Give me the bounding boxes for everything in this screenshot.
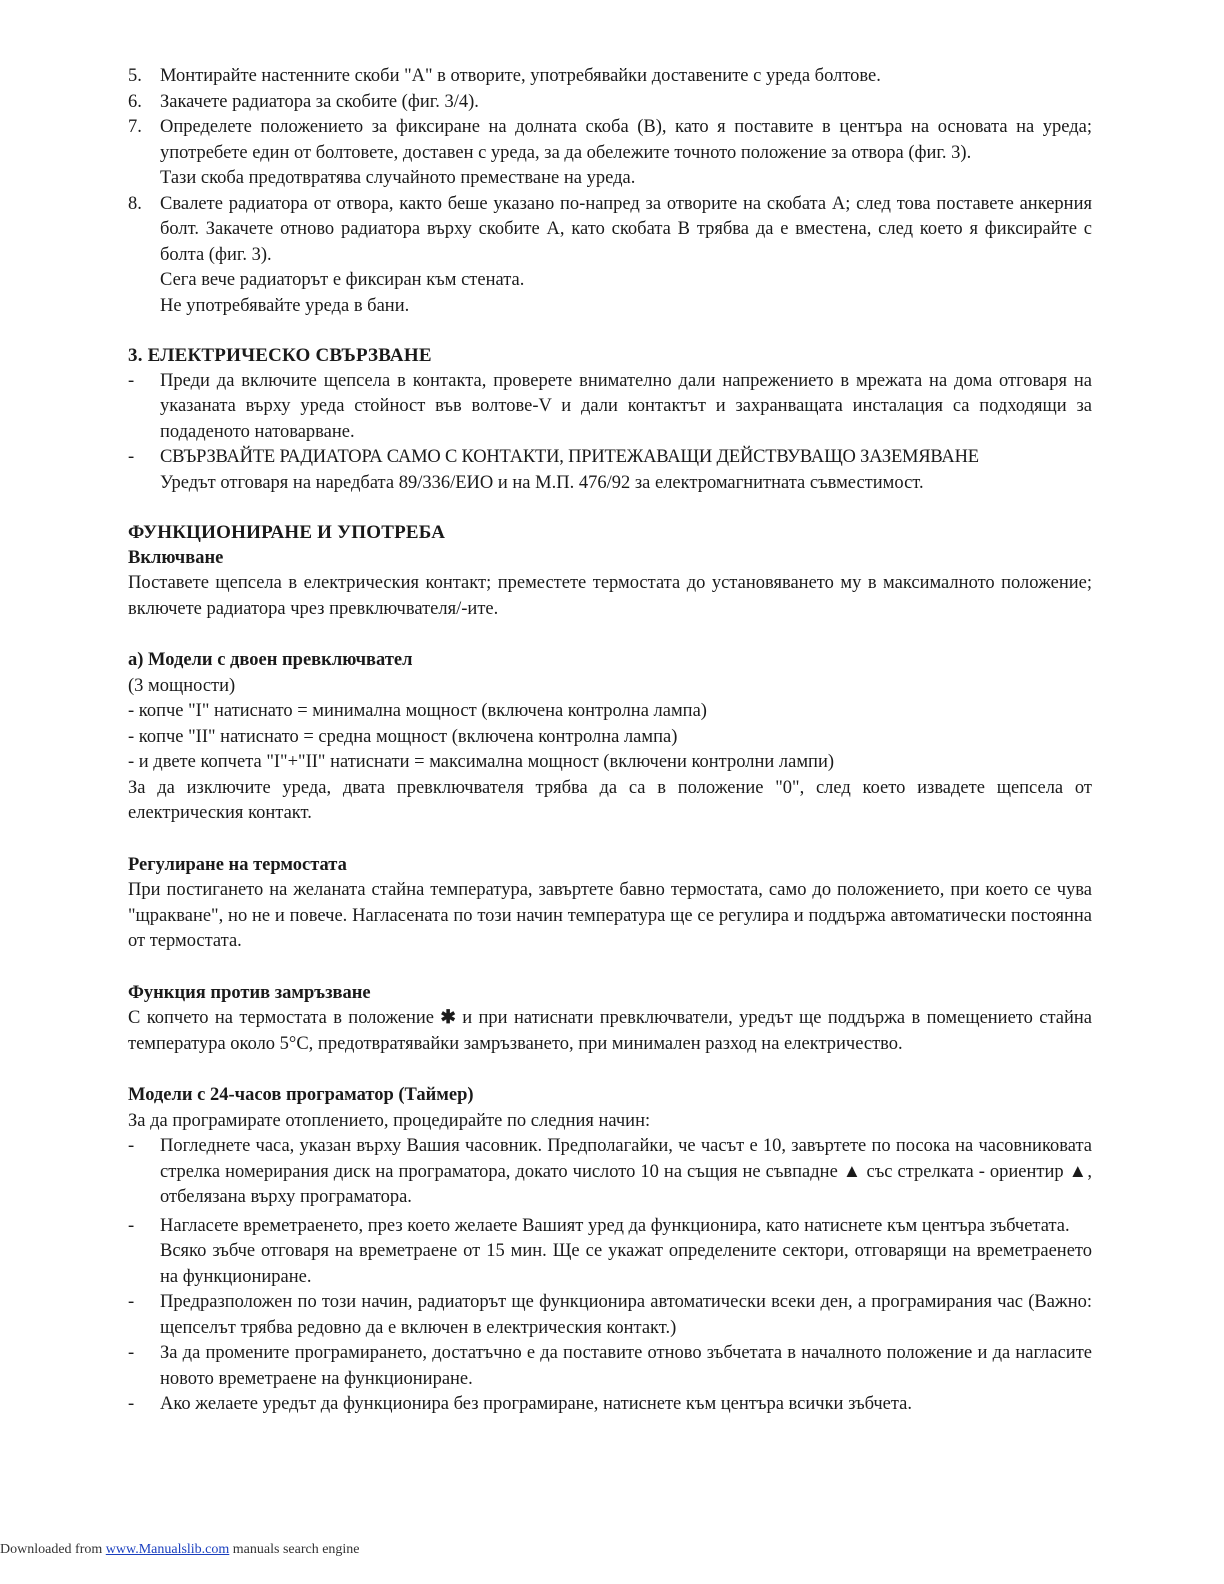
power-option: - копче "II" натиснато = средна мощност (включена контролна лампа) bbox=[128, 726, 678, 747]
step-warning: Не употребявайте уреда в бани. bbox=[160, 295, 410, 316]
step-number: 8. bbox=[128, 193, 142, 214]
install-steps bbox=[128, 64, 1092, 319]
timer-intro: За да програмирате отоплението, процедирайте по следния начин: bbox=[128, 1110, 651, 1131]
compliance-note: Уредът отговаря на наредбата 89/336/ЕИО и на М.П. 476/92 за електромагнитната съвместимост. bbox=[160, 472, 924, 493]
step-text: Монтирайте настенните скоби "A" в отворите, употребявайки доставените с уреда болтове. bbox=[160, 66, 881, 86]
manualslib-link[interactable]: www.Manualslib.com bbox=[105, 1542, 230, 1557]
paragraph: За да изключите уреда, двата превключвателя трябва да са в положение "0", след което извадете щепсела от електрическия контакт. bbox=[128, 777, 1092, 823]
bullet-text: За да промените програмирането, достатъчно е да поставите отново зъбчетата в началното положение и да нагласите новото времетраене на функциониране. bbox=[160, 1343, 1092, 1389]
bullet-item bbox=[128, 445, 1092, 496]
bullet-mark: - bbox=[128, 1394, 135, 1414]
bullet-mark: - bbox=[128, 1136, 135, 1156]
subsection-title: Функция против замръзване bbox=[128, 982, 371, 1003]
step-number: 6. bbox=[128, 91, 142, 112]
bullet-mark: - bbox=[128, 447, 135, 467]
install-step bbox=[128, 64, 1092, 90]
paragraph bbox=[128, 1006, 1092, 1057]
step-note: Тази скоба предотвратява случайното преместване на уреда. bbox=[160, 168, 636, 188]
footer-prefix: Downloaded from bbox=[0, 1542, 103, 1557]
paragraph: Поставете щепсела в електрическия контакт; преместете термостата до установяването му в максималното положение; включете радиатора чрез превключвателя/-ите. bbox=[128, 573, 1092, 619]
install-step bbox=[128, 90, 1092, 116]
electrical-section bbox=[128, 343, 1092, 496]
bullet-text: Предразположен по този начин, радиаторът ще функционира автоматически всеки ден, а програмирания час (Важно: щепселът трябва редовно да е включен в електрическия контакт.) bbox=[160, 1292, 1092, 1338]
manual-page bbox=[128, 64, 1092, 1418]
bullet-item bbox=[128, 369, 1092, 446]
install-step bbox=[128, 115, 1092, 192]
bullet-text: Нагласете времетраенето, през което желаете Вашият уред да функционира, като натиснете към центъра зъбчетата. bbox=[160, 1215, 1070, 1236]
step-note: Сега вече радиаторът е фиксиран към стената. bbox=[160, 270, 525, 290]
subsection-title: Включване bbox=[128, 547, 224, 568]
step-text: Свалете радиатора от отвора, както беше указано по-напред за отворите на скобата A; след това поставете анкерния болт. Закачете отново радиатора върху скобите A, като скобата B трябва да е вместена, след което я фиксирайте с болта (фиг. 3). bbox=[160, 193, 1092, 265]
operation-section bbox=[128, 520, 1092, 1418]
step-number: 5. bbox=[128, 66, 142, 86]
footer-suffix: manuals search engine bbox=[232, 1542, 360, 1557]
bullet-item bbox=[128, 1134, 1092, 1211]
antifreeze-text-start: С копчето на термостата в положение bbox=[128, 1008, 434, 1028]
bullet-text: Преди да включите щепсела в контакта, проверете внимателно дали напрежението в мрежата на дома отговаря на указаната върху уреда стойност във волтове-V и дали контактът и захранващата инсталация са подходящи за подаденото натоварване. bbox=[160, 370, 1092, 442]
bullet-text: Погледнете часа, указан върху Вашия часовник. Предполагайки, че часът е 10, завъртете по посока на часовниковата стрелка номерирания диск на програматора, докато числото 10 на същия не съвпадне ▲ със стрелката - ориентир ▲, отбелязана върху програматора. bbox=[160, 1136, 1092, 1207]
paragraph: При постигането на желаната стайна температура, завъртете бавно термостата, само до положението, при което се чува "щракване", но не и повече. Нагласената по този начин температура ще се регулира и поддържа автоматически постоянна от термостата. bbox=[128, 880, 1092, 951]
section-heading: ФУНКЦИОНИРАНЕ И УПОТРЕБА bbox=[128, 522, 446, 543]
step-text: Определете положението за фиксиране на долната скоба (B), като я поставите в центъра на основата на уреда; употребете един от болтовете, доставен с уреда, за да обележите точното положение за отвора (фиг. 3). bbox=[160, 117, 1092, 163]
subsection-title: Модели с 24-часов програматор (Таймер) bbox=[128, 1085, 474, 1105]
grounding-warning: СВЪРЗВАЙТЕ РАДИАТОРА САМО С КОНТАКТИ, ПРИТЕЖАВАЩИ ДЕЙСТВУВАЩО ЗАЗЕМЯВАНЕ bbox=[160, 447, 979, 467]
power-option: - копче "I" натиснато = минимална мощност (включена контролна лампа) bbox=[128, 701, 707, 721]
bullet-mark: - bbox=[128, 1215, 135, 1236]
install-step bbox=[128, 192, 1092, 320]
bullet-mark: - bbox=[128, 1343, 135, 1363]
section-heading: 3. ЕЛЕКТРИЧЕСКО СВЪРЗВАНЕ bbox=[128, 345, 432, 366]
power-option: - и двете копчета "I"+"II" натиснати = максимална мощност (включени контролни лампи) bbox=[128, 752, 835, 772]
bullet-text: Ако желаете уредът да функционира без програмиране, натиснете към центъра всички зъбчета. bbox=[160, 1394, 913, 1414]
bullet-text: Всяко зъбче отговаря на времетраене от 15 мин. Ще се укажат определените сектори, отговарящи на времетраенето на функциониране. bbox=[160, 1241, 1092, 1287]
bullet-item bbox=[128, 1290, 1092, 1341]
subsection-title: a) Модели с двоен превключвател bbox=[128, 650, 413, 670]
power-levels: (3 мощности) bbox=[128, 675, 236, 696]
bullet-mark: - bbox=[128, 370, 135, 391]
download-footer bbox=[0, 1540, 360, 1560]
bullet-item bbox=[128, 1214, 1092, 1291]
step-number: 7. bbox=[128, 117, 142, 137]
snowflake-icon: ✱ bbox=[440, 1008, 456, 1028]
antifreeze-text-end: и при натиснати превключватели, уредът ще поддържа в помещението стайна температура около 5°C, предотвратявайки замръзването, при минимален разход на електричество. bbox=[128, 1008, 1093, 1054]
bullet-item bbox=[128, 1341, 1092, 1392]
bullet-mark: - bbox=[128, 1292, 135, 1312]
bullet-item bbox=[128, 1392, 1092, 1418]
step-text: Закачете радиатора за скобите (фиг. 3/4). bbox=[160, 91, 479, 112]
subsection-title: Регулиране на термостата bbox=[128, 854, 347, 875]
